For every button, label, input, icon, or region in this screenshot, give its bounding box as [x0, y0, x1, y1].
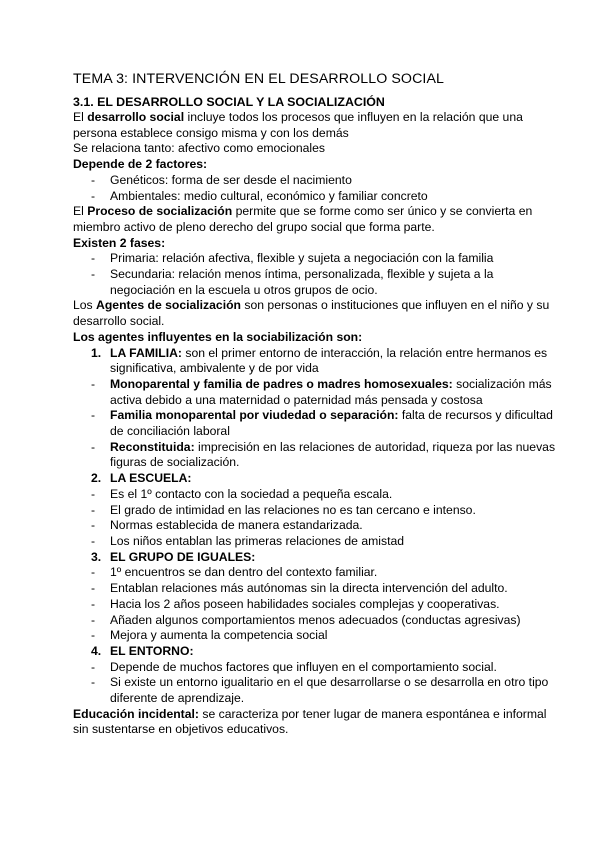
text-run: El: [73, 204, 88, 219]
document-title: TEMA 3: INTERVENCIÓN EN EL DESARROLLO SOCIAL: [73, 71, 445, 87]
bold-term: desarrollo social: [87, 110, 185, 124]
dash-marker: -: [91, 628, 96, 643]
numbered-item-label: LA FAMILIA:: [110, 345, 182, 360]
phases-heading: Existen 2 fases:: [73, 235, 166, 250]
list-item: [73, 534, 560, 550]
numbered-item-label: LA ESCUELA:: [110, 471, 192, 486]
list-item: [73, 518, 560, 534]
list-item-text: Genéticos: forma de ser desde el nacimiento: [110, 172, 352, 187]
bold-term: Proceso de socialización: [87, 204, 233, 219]
dash-marker: -: [91, 675, 96, 690]
list-item-text: socialización más activa debido a una maternidad o paternidad más pensada y costosa: [110, 376, 552, 407]
dash-marker: -: [91, 188, 96, 203]
list-item-label: Monoparental y familia de padres o madres homosexuales:: [110, 376, 453, 391]
paragraph-socialization-process: [73, 204, 560, 235]
list-item-text: Depende de muchos factores que influyen en el comportamiento social.: [110, 659, 497, 674]
text-run: se caracteriza por tener lugar de manera espontánea e informal sin sustentarse en objetivos educativos.: [73, 706, 547, 737]
paragraph-agents: [73, 298, 560, 329]
numbered-item-environment: [73, 644, 560, 660]
list-item-text: Secundaria: relación menos íntima, personalizada, flexible y sujeta a la negociación en la escuela u otros grupos de ocio.: [110, 267, 494, 297]
list-item: [73, 173, 560, 189]
dash-marker: -: [91, 408, 96, 423]
dash-marker: -: [91, 267, 96, 282]
text-run: incluye todos los procesos que influyen en la relación que una persona establece consigo misma y con los demás: [73, 110, 523, 140]
numbered-item-label: EL GRUPO DE IGUALES:: [110, 549, 256, 564]
bold-term: Educación incidental:: [73, 706, 199, 721]
dash-marker: -: [91, 172, 96, 187]
dash-marker: -: [91, 439, 96, 454]
number-marker: 3.: [91, 549, 102, 564]
list-item-text: Los niños entablan las primeras relaciones de amistad: [110, 533, 405, 548]
numbered-item-label: EL ENTORNO:: [110, 643, 194, 658]
paragraph-relation: Se relaciona tanto: afectivo como emocionales: [73, 141, 326, 156]
list-item: [73, 487, 560, 503]
list-item: [73, 581, 560, 597]
paragraph-incidental-education: [73, 707, 560, 738]
dash-marker: -: [91, 251, 96, 266]
list-item-text: Ambientales: medio cultural, económico y familiar concreto: [110, 188, 428, 203]
list-item-text: Normas establecida de manera estandarizada.: [110, 518, 363, 533]
list-item-text: Hacia los 2 años poseen habilidades sociales complejas y cooperativas.: [110, 596, 500, 611]
section-subtitle: 3.1. EL DESARROLLO SOCIAL Y LA SOCIALIZACIÓN: [73, 95, 385, 109]
list-item-text: El grado de intimidad en las relaciones no es tan cercano e intenso.: [110, 502, 476, 517]
list-item: [73, 660, 560, 676]
number-marker: 2.: [91, 471, 102, 486]
numbered-item-peers: [73, 550, 560, 566]
list-item: [73, 408, 560, 439]
dash-marker: -: [91, 533, 96, 548]
list-item: [73, 267, 560, 298]
list-item: [73, 675, 560, 706]
dash-marker: -: [91, 612, 96, 627]
bold-term: Agentes de socialización: [96, 298, 241, 313]
list-item: [73, 251, 560, 267]
list-item-text: Mejora y aumenta la competencia social: [110, 628, 328, 643]
text-run: permite que se forme como ser único y se convierta en miembro activo de pleno derecho del grupo social que forma parte.: [73, 204, 533, 234]
dash-marker: -: [91, 376, 96, 391]
dash-marker: -: [91, 581, 96, 596]
list-item-text: Es el 1º contacto con la sociedad a pequeña escala.: [110, 486, 393, 501]
list-item: [73, 628, 560, 644]
list-item-text: 1º encuentros se dan dentro del contexto familiar.: [110, 565, 378, 580]
text-run: El: [73, 110, 88, 124]
dash-marker: -: [91, 518, 96, 533]
agents-heading: Los agentes influyentes en la sociabilización son:: [73, 329, 363, 344]
numbered-item-text: son el primer entorno de interacción, la relación entre hermanos es significativa, ambivalente y de por vida: [110, 345, 548, 376]
list-item: [73, 613, 560, 629]
dash-marker: -: [91, 565, 96, 580]
dash-marker: -: [91, 596, 96, 611]
list-item: [73, 565, 560, 581]
text-run: Los: [73, 298, 97, 313]
text-run: son personas o instituciones que influyen en el niño y su desarrollo social.: [73, 298, 550, 329]
numbered-item-school: [73, 471, 560, 487]
dash-marker: -: [91, 502, 96, 517]
numbered-item-family: [73, 346, 560, 377]
list-item-text: falta de recursos y dificultad de conciliación laboral: [110, 408, 553, 439]
list-item-text: Añaden algunos comportamientos menos adecuados (conductas agresivas): [110, 612, 521, 627]
list-item: [73, 440, 560, 471]
list-item-label: Reconstituida:: [110, 439, 195, 454]
list-item-text: Si existe un entorno igualitario en el que desarrollarse o se desarrolla en otro tipo diferente de aprendizaje.: [110, 675, 549, 706]
factors-heading: Depende de 2 factores:: [73, 157, 208, 172]
list-item: [73, 503, 560, 519]
number-marker: 1.: [91, 345, 102, 360]
list-item: [73, 377, 560, 408]
list-item: [73, 189, 560, 205]
dash-marker: -: [91, 486, 96, 501]
list-item-text: Entablan relaciones más autónomas sin la directa intervención del adulto.: [110, 581, 508, 596]
list-item: [73, 597, 560, 613]
list-item-text: imprecisión en las relaciones de autoridad, riqueza por las nuevas figuras de socialización.: [110, 439, 556, 470]
number-marker: 4.: [91, 643, 102, 658]
paragraph-social-development: [73, 110, 560, 141]
list-item-label: Familia monoparental por viudedad o separación:: [110, 408, 399, 423]
dash-marker: -: [91, 659, 96, 674]
list-item-text: Primaria: relación afectiva, flexible y sujeta a negociación con la familia: [110, 251, 494, 266]
